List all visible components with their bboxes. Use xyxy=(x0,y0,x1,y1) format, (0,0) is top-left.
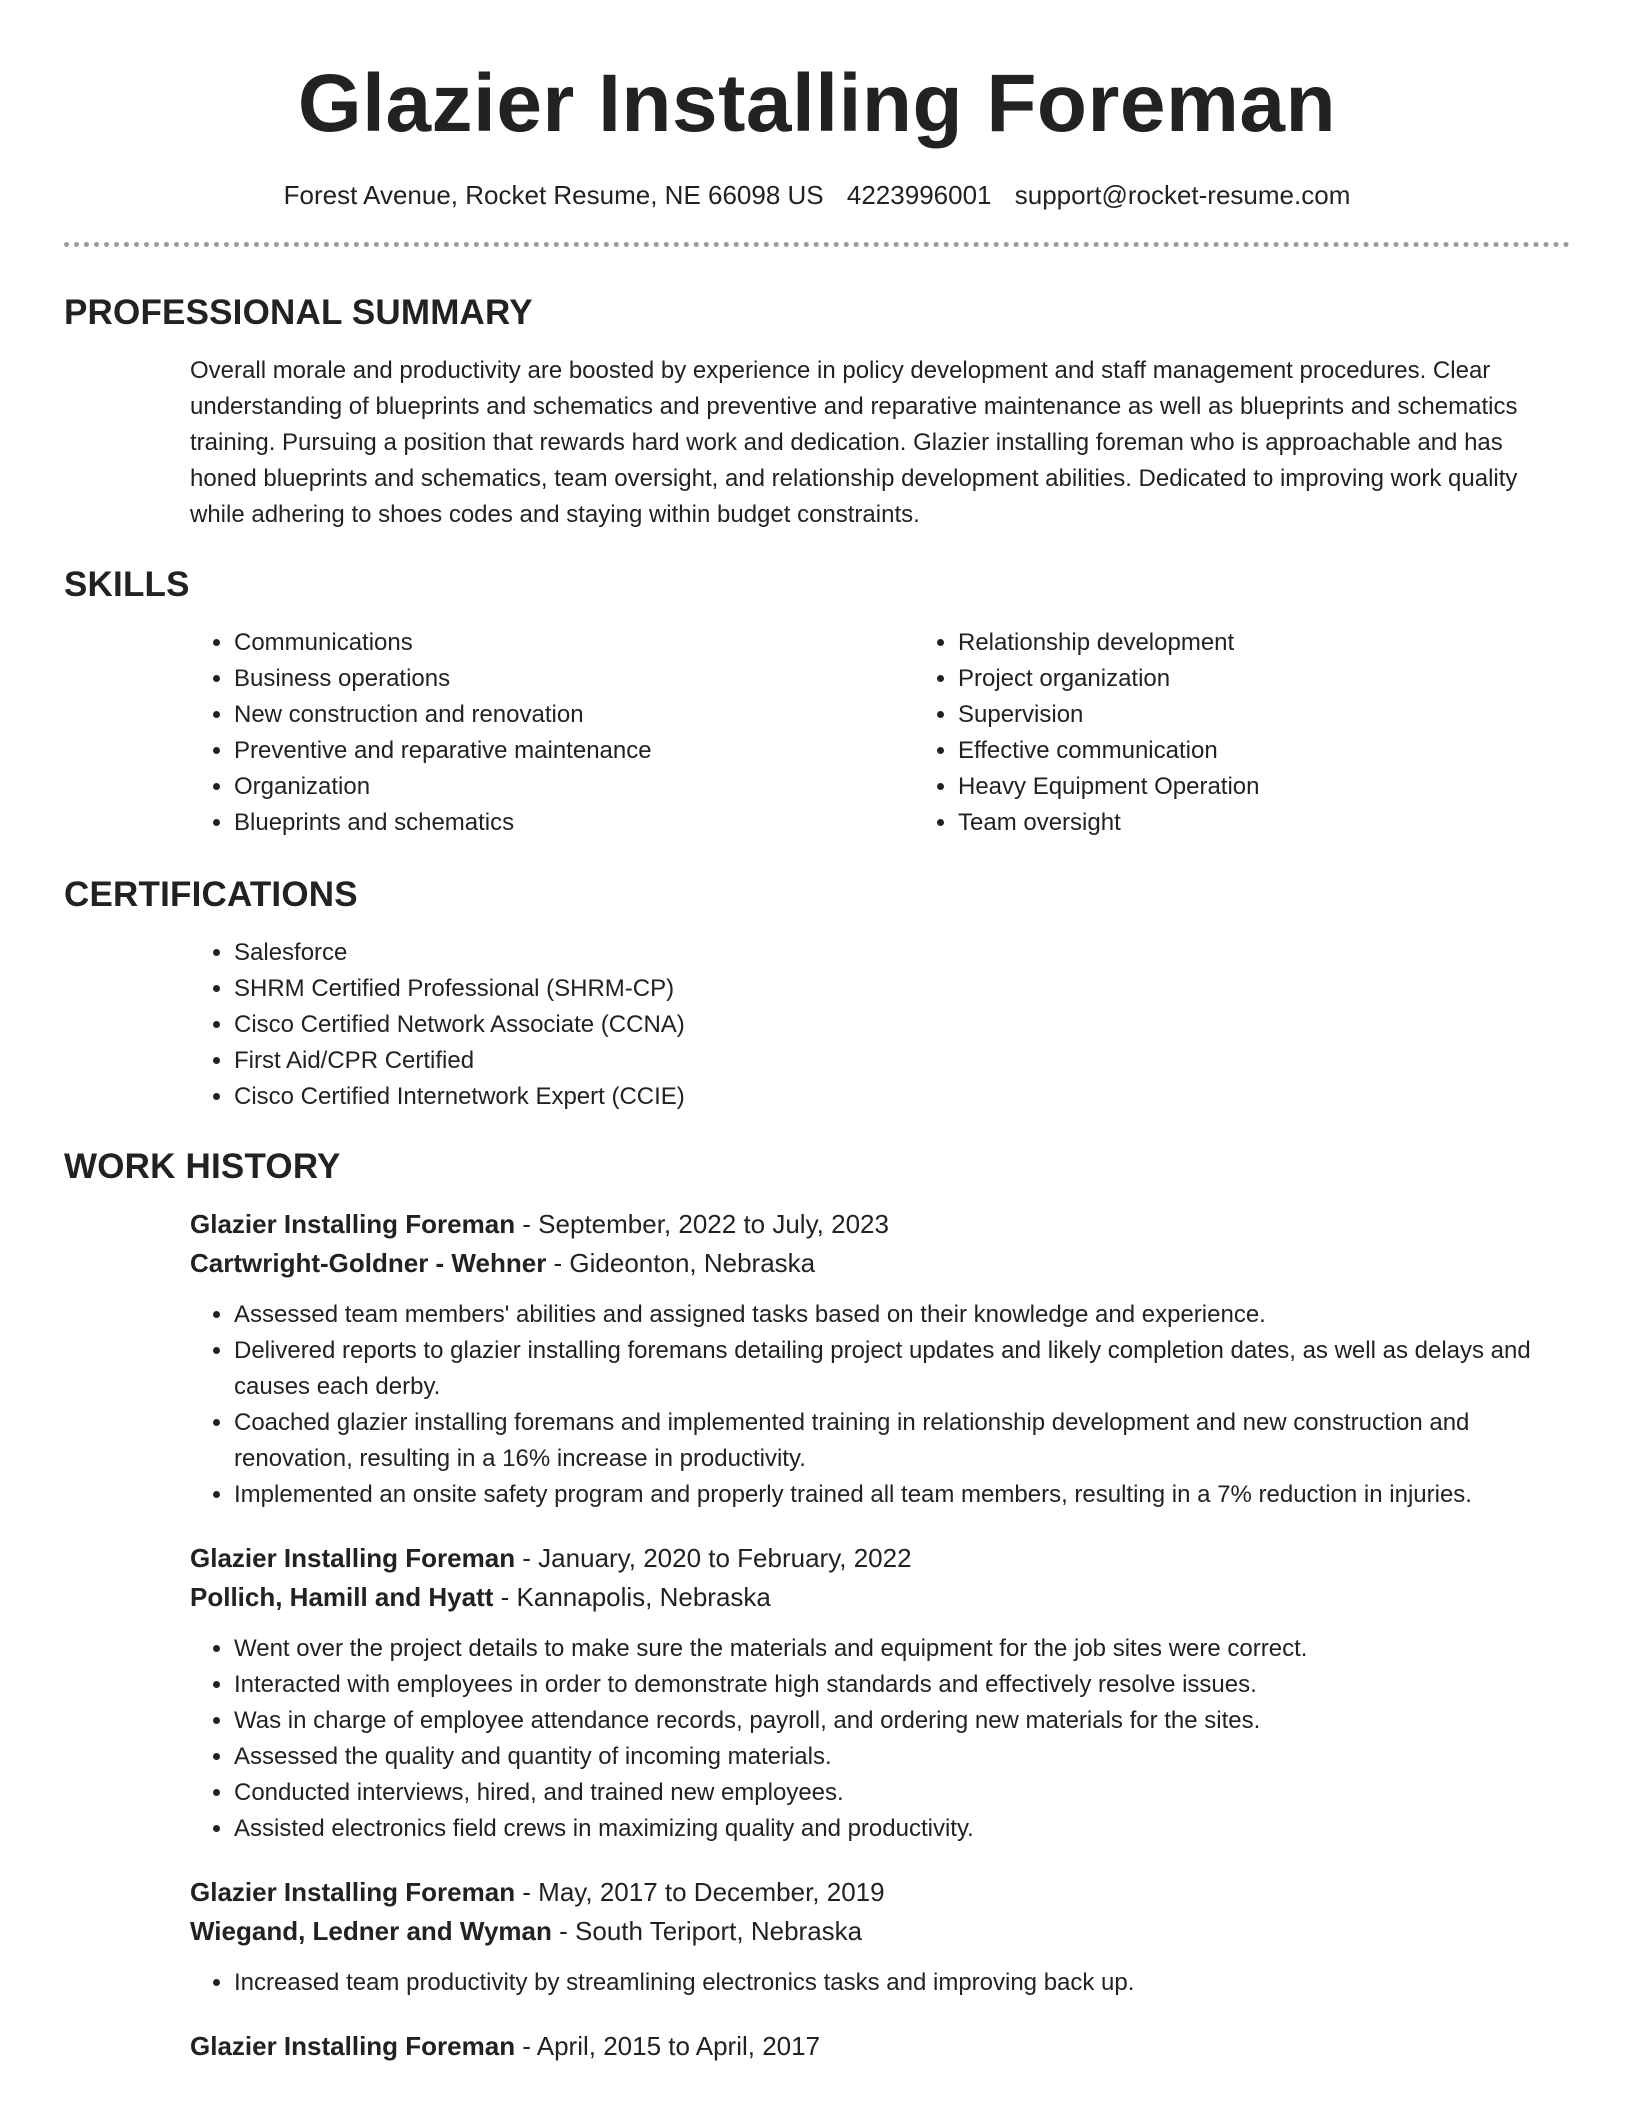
skill-item: • Preventive and reparative maintenance xyxy=(234,733,914,769)
job-bullets xyxy=(190,1965,1570,2001)
skill-item: • Supervision xyxy=(958,697,1632,733)
job-location: - South Teriport, Nebraska xyxy=(551,1916,863,1946)
job-company: Cartwright-Goldner - Wehner xyxy=(190,1248,547,1278)
job-bullet: • Went over the project details to make sure the materials and equipment for the job sites were correct. xyxy=(234,1631,1570,1667)
summary-title: PROFESSIONAL SUMMARY xyxy=(64,293,533,332)
job-title-line xyxy=(190,1205,1570,1244)
certification-item: • Salesforce xyxy=(234,935,1570,971)
job-role: Glazier Installing Foreman xyxy=(190,1877,516,1907)
job-title-line xyxy=(190,2027,1570,2066)
job-bullet: • Conducted interviews, hired, and trained new employees. xyxy=(234,1775,1570,1811)
skill-item: • New construction and renovation xyxy=(234,697,914,733)
job-role: Glazier Installing Foreman xyxy=(190,2031,516,2061)
certification-item: • Cisco Certified Internetwork Expert (CCIE) xyxy=(234,1079,1570,1115)
job-bullets xyxy=(190,1297,1570,1513)
job-entry xyxy=(190,1539,1570,1847)
job-dates: - May, 2017 to December, 2019 xyxy=(515,1877,885,1907)
job-company-line xyxy=(190,1912,1570,1951)
job-role: Glazier Installing Foreman xyxy=(190,1543,516,1573)
certifications-body xyxy=(190,935,1570,1115)
job-company-line xyxy=(190,1244,1570,1283)
job-bullet: • Delivered reports to glazier installing foremans detailing project updates and likely completion dates, as well as delays and causes each derby. xyxy=(234,1333,1570,1405)
skills-title: SKILLS xyxy=(64,565,190,604)
certification-item: • SHRM Certified Professional (SHRM-CP) xyxy=(234,971,1570,1007)
job-bullet: • Assessed team members' abilities and assigned tasks based on their knowledge and experience. xyxy=(234,1297,1570,1333)
summary-text: Overall morale and productivity are boosted by experience in policy development and staff management procedures. Clear understanding of blueprints and schematics and preventive and reparative maintenance as well as blueprints and schematics training. Pursuing a position that rewards hard work and dedication. Glazier installing foreman who is approachable and has honed blueprints and schematics, team oversight, and relationship development abilities. Dedicated to improving work quality while adhering to shoes codes and staying within budget constraints. xyxy=(190,357,1518,528)
job-entry xyxy=(190,1205,1570,1513)
job-role: Glazier Installing Foreman xyxy=(190,1209,516,1239)
job-bullet: • Interacted with employees in order to demonstrate high standards and effectively resolve issues. xyxy=(234,1667,1570,1703)
contact-email: support@rocket-resume.com xyxy=(1014,180,1351,210)
skill-item: • Team oversight xyxy=(958,805,1632,841)
job-company: Wiegand, Ledner and Wyman xyxy=(190,1916,552,1946)
skills-list-left xyxy=(190,625,914,841)
summary-body xyxy=(190,353,1570,533)
job-title-line xyxy=(190,1873,1570,1912)
job-bullet: • Assisted electronics field crews in maximizing quality and productivity. xyxy=(234,1811,1570,1847)
certifications-list xyxy=(190,935,1570,1115)
job-company-line xyxy=(190,1578,1570,1617)
skill-item: • Organization xyxy=(234,769,914,805)
skill-item: • Effective communication xyxy=(958,733,1632,769)
job-dates: - January, 2020 to February, 2022 xyxy=(515,1543,912,1573)
job-bullet: • Increased team productivity by streamlining electronics tasks and improving back up. xyxy=(234,1965,1570,2001)
job-location: - Gideonton, Nebraska xyxy=(546,1248,816,1278)
skill-item: • Blueprints and schematics xyxy=(234,805,914,841)
certifications-title: CERTIFICATIONS xyxy=(64,875,358,914)
work-history-section xyxy=(64,1145,1570,2066)
skills-section xyxy=(64,563,1570,841)
job-company: Pollich, Hamill and Hyatt xyxy=(190,1582,494,1612)
job-bullet: • Implemented an onsite safety program and properly trained all team members, resulting in a 7% reduction in injuries. xyxy=(234,1477,1570,1513)
summary-section xyxy=(64,291,1570,533)
certification-item: • Cisco Certified Network Associate (CCNA) xyxy=(234,1007,1570,1043)
job-entry xyxy=(190,1873,1570,2001)
header-divider xyxy=(64,242,1570,247)
skills-grid xyxy=(190,625,1570,841)
job-bullets xyxy=(190,1631,1570,1847)
contact-phone: 4223996001 xyxy=(846,180,992,210)
job-bullet: • Assessed the quality and quantity of incoming materials. xyxy=(234,1739,1570,1775)
candidate-name: Glazier Installing Foreman xyxy=(297,58,1337,149)
contact-address: Forest Avenue, Rocket Resume, NE 66098 US xyxy=(283,180,824,210)
job-dates: - September, 2022 to July, 2023 xyxy=(515,1209,889,1239)
job-location: - Kannapolis, Nebraska xyxy=(493,1582,771,1612)
skill-item: • Communications xyxy=(234,625,914,661)
job-dates: - April, 2015 to April, 2017 xyxy=(515,2031,821,2061)
skill-item: • Project organization xyxy=(958,661,1632,697)
job-title-line xyxy=(190,1539,1570,1578)
job-bullet: • Was in charge of employee attendance records, payroll, and ordering new materials for the sites. xyxy=(234,1703,1570,1739)
skill-item: • Business operations xyxy=(234,661,914,697)
contact-line xyxy=(64,178,1570,212)
work-history-body xyxy=(190,1205,1570,2066)
resume-page xyxy=(64,0,1570,2092)
job-bullet: • Coached glazier installing foremans and implemented training in relationship development and new construction and renovation, resulting in a 16% increase in productivity. xyxy=(234,1405,1570,1477)
work-history-title: WORK HISTORY xyxy=(64,1147,341,1186)
certifications-section xyxy=(64,873,1570,1115)
skill-item: • Relationship development xyxy=(958,625,1632,661)
certification-item: • First Aid/CPR Certified xyxy=(234,1043,1570,1079)
job-entry xyxy=(190,2027,1570,2066)
skill-item: • Heavy Equipment Operation xyxy=(958,769,1632,805)
skills-list-right xyxy=(914,625,1632,841)
